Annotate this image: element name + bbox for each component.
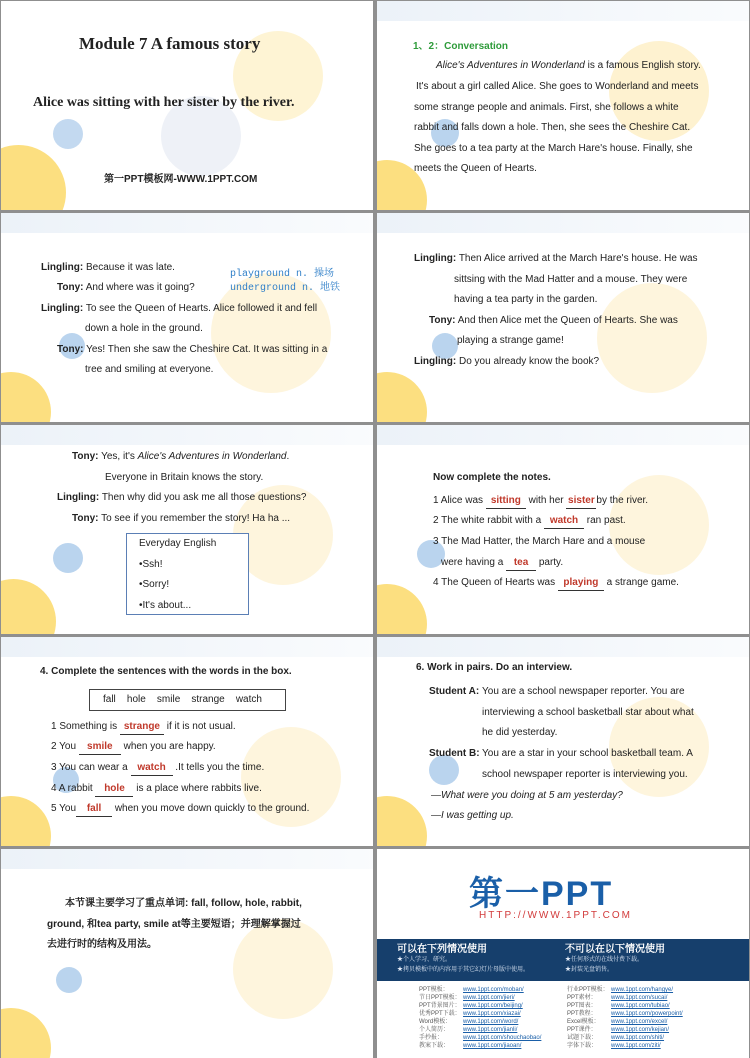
word-box <box>89 689 286 711</box>
note-item: 3 The Mad Hatter, the March Hare and a mouse <box>433 536 646 547</box>
note-item: 2 The white rabbit with a watch ran past. <box>433 514 626 529</box>
dialogue-line: Tony: Yes! Then she saw the Cheshire Cat. It was sitting in a <box>57 344 328 355</box>
usage-band <box>377 939 749 981</box>
link-row <box>419 1018 518 1026</box>
link-row <box>419 994 515 1002</box>
role-text: interviewing a school basketball star about what <box>482 707 694 718</box>
slide-complete-notes <box>377 425 749 634</box>
box-title: Everyday English <box>139 538 217 549</box>
lesson-subtitle: Alice was sitting with her sister by the river. <box>33 95 295 110</box>
link-url[interactable]: www.1ppt.com/excel/ <box>611 1019 668 1025</box>
exercise-heading: Now complete the notes. <box>433 472 551 483</box>
link-url[interactable]: www.1ppt.com/word/ <box>463 1019 519 1025</box>
dialogue-line: Tony: To see if you remember the story! Ha ha ... <box>72 513 291 524</box>
link-row <box>419 1026 517 1034</box>
question: —What were you doing at 5 am yesterday? <box>431 790 623 801</box>
slide-title <box>1 1 373 210</box>
summary-line-6: meets the Queen of Hearts. <box>414 163 537 174</box>
dialogue-line: Lingling: To see the Queen of Hearts. Alice followed it and fell <box>41 303 318 314</box>
slide-dialogue-3 <box>1 425 373 634</box>
link-url[interactable]: www.1ppt.com/sucai/ <box>611 995 668 1001</box>
summary-line-5: She goes to a tea party at the March Hare's house. Finally, she <box>414 143 693 154</box>
link-row <box>567 1010 683 1018</box>
link-label: 教案下载： <box>419 1043 450 1049</box>
sentence-item: 4 A rabbit hole is a place where rabbits live. <box>51 782 262 797</box>
link-row <box>419 1042 521 1050</box>
slide-credits <box>377 849 749 1058</box>
note-item: 4 The Queen of Hearts was playing a strange game. <box>433 576 679 591</box>
dialogue-line: Lingling: Do you already know the book? <box>414 356 600 367</box>
summary-line-2: It's about a girl called Alice. She goes to Wonderland and meets <box>416 81 699 92</box>
box-item: •Ssh! <box>139 559 163 570</box>
link-row <box>419 1002 523 1010</box>
link-url[interactable]: www.1ppt.com/jiaoan/ <box>463 1043 522 1049</box>
brand-logo: 第一PPT <box>469 875 614 913</box>
link-url[interactable]: www.1ppt.com/shouchaobao/ <box>463 1035 542 1041</box>
link-row <box>419 1034 541 1042</box>
link-label: PPT课件： <box>567 1027 597 1033</box>
answer: sister <box>566 494 596 509</box>
link-label: 个人简历： <box>419 1027 450 1033</box>
link-url[interactable]: www.1ppt.com/tubiao/ <box>611 1003 670 1009</box>
link-label: PPT图表： <box>567 1003 597 1009</box>
slide-word-box <box>1 637 373 846</box>
role-text: You are a school newspaper reporter. You are <box>482 686 685 697</box>
note-item: were having a tea party. <box>441 556 563 571</box>
cannot-line: ★封装光盘销售。 <box>565 967 614 973</box>
link-label: PPT模板： <box>419 987 449 993</box>
exercise-heading: 6. Work in pairs. Do an interview. <box>416 662 573 673</box>
note-item: 1 Alice was sitting with her sister by the river. <box>433 494 648 509</box>
dialogue-line: Everyone in Britain knows the story. <box>105 472 264 483</box>
role-text: he did yesterday. <box>482 727 558 738</box>
slide-conversation-summary <box>377 1 749 210</box>
link-url[interactable]: www.1ppt.com/hangye/ <box>611 987 674 993</box>
link-label: 试题下载： <box>567 1035 598 1041</box>
sentence-item: 3 You can wear a watch .It tells you the time. <box>51 761 264 776</box>
section-heading: 1、2：Conversation <box>413 41 509 52</box>
dialogue-line: Tony: And then Alice met the Queen of Hearts. She was <box>429 315 678 326</box>
link-label: 手抄报： <box>419 1035 444 1041</box>
link-label: Excel模板： <box>567 1019 600 1025</box>
link-row <box>567 986 673 994</box>
slide-summary <box>1 849 373 1058</box>
link-row <box>567 1026 669 1034</box>
summary-line: 本节课主要学习了重点单词: fall, follow, hole, rabbit, <box>65 898 302 909</box>
dialogue-line: Lingling: Then Alice arrived at the March Hare's house. He was <box>414 253 698 264</box>
can-title: 可以在下列情况使用 <box>397 944 487 955</box>
box-item: •Sorry! <box>139 579 170 590</box>
brand-url: HTTP://WWW.1PPT.COM <box>479 910 632 921</box>
answer: playing <box>558 576 604 591</box>
link-label: 字体下载： <box>567 1043 598 1049</box>
role-text: school newspaper reporter is interviewing you. <box>482 769 688 780</box>
can-line: ★个人学习、研究。 <box>397 957 452 963</box>
dialogue-line: having a tea party in the garden. <box>454 294 598 305</box>
dialogue-line: Tony: And where was it going? <box>57 282 195 293</box>
word-list: fall hole smile strange watch <box>103 694 262 705</box>
everyday-english-box <box>126 533 249 615</box>
role-text: You are a star in your school basketball team. A <box>482 748 693 759</box>
dialogue-line: Lingling: Then why did you ask me all those questions? <box>57 492 307 503</box>
link-label: 优秀PPT下载： <box>419 1011 461 1017</box>
link-row <box>567 1042 661 1050</box>
answer: sitting <box>486 494 526 509</box>
slide-interview <box>377 637 749 846</box>
summary-line: ground, 和tea party, smile at等主要短语；并理解掌握过 <box>47 919 301 930</box>
dialogue-line: down a hole in the ground. <box>85 323 203 334</box>
vocab-note: underground n. 地铁 <box>230 283 341 294</box>
link-url[interactable]: www.1ppt.com/powerpoint/ <box>611 1011 683 1017</box>
link-row <box>567 1034 664 1042</box>
role-label-b: Student B: <box>429 748 480 759</box>
link-label: 节日PPT模板： <box>419 995 461 1001</box>
slide-dialogue-1 <box>1 213 373 422</box>
answer: —I was getting up. <box>431 810 514 821</box>
cannot-line: ★任何形式的在线付费下载。 <box>565 957 644 963</box>
link-label: PPT背景图片： <box>419 1003 461 1009</box>
link-url[interactable]: www.1ppt.com/kejian/ <box>611 1027 670 1033</box>
link-url[interactable]: www.1ppt.com/beijing/ <box>463 1003 523 1009</box>
box-item: •It's about... <box>139 600 192 611</box>
link-row <box>567 1002 670 1010</box>
dialogue-line: Tony: Yes, it's Alice's Adventures in Wonderland. <box>72 451 290 462</box>
summary-line: 去进行时的结构及用法。 <box>47 939 157 950</box>
exercise-heading: 4. Complete the sentences with the words in the box. <box>40 666 292 677</box>
dialogue-line: tree and smiling at everyone. <box>85 364 214 375</box>
link-row <box>419 986 524 994</box>
link-label: Word模板： <box>419 1019 452 1025</box>
role-label-a: Student A: <box>429 686 480 697</box>
link-url[interactable]: www.1ppt.com/jieri/ <box>463 995 515 1001</box>
link-url[interactable]: www.1ppt.com/moban/ <box>463 987 524 993</box>
dialogue-line: playing a strange game! <box>457 335 564 346</box>
module-title: Module 7 A famous story <box>79 34 261 53</box>
answer: strange <box>120 720 164 735</box>
answer: smile <box>79 740 121 755</box>
answer: tea <box>506 556 536 571</box>
sentence-item: 1 Something is strange if it is not usual. <box>51 720 236 735</box>
link-row <box>419 1010 521 1018</box>
summary-line-3: some strange people and animals. First, she follows a white <box>414 102 679 113</box>
link-label: 行业PPT模板： <box>567 987 609 993</box>
dialogue-line: Lingling: Because it was late. <box>41 262 175 273</box>
answer: fall <box>76 802 112 817</box>
link-url[interactable]: www.1ppt.com/ziti/ <box>611 1043 661 1049</box>
can-line: ★拷贝模板中的内容用于其它幻灯片母版中使用。 <box>397 967 530 973</box>
link-url[interactable]: www.1ppt.com/shiti/ <box>611 1035 665 1041</box>
answer: watch <box>131 761 173 776</box>
cannot-title: 不可以在以下情况使用 <box>565 944 665 955</box>
slide-dialogue-2 <box>377 213 749 422</box>
dialogue-line: sittsing with the Mad Hatter and a mouse. They were <box>454 274 688 285</box>
link-row <box>567 994 667 1002</box>
sentence-item: 2 You smile when you are happy. <box>51 740 216 755</box>
answer: watch <box>544 514 584 529</box>
summary-line-1: Alice's Adventures in Wonderland is a famous English story. <box>436 60 701 71</box>
summary-line-4: rabbit and falls down a hole. Then, she sees the Cheshire Cat. <box>414 122 691 133</box>
link-row <box>567 1018 667 1026</box>
sentence-item: 5 You fall when you move down quickly to the ground. <box>51 802 309 817</box>
link-label: PPT教程： <box>567 1011 597 1017</box>
answer: hole <box>95 782 133 797</box>
link-url[interactable]: www.1ppt.com/jianli/ <box>463 1027 518 1033</box>
site-label: 第一PPT模板网-WWW.1PPT.COM <box>104 174 258 185</box>
link-url[interactable]: www.1ppt.com/xiazai/ <box>463 1011 521 1017</box>
link-label: PPT素材： <box>567 995 597 1001</box>
vocab-note: playground n. 操场 <box>230 269 335 280</box>
